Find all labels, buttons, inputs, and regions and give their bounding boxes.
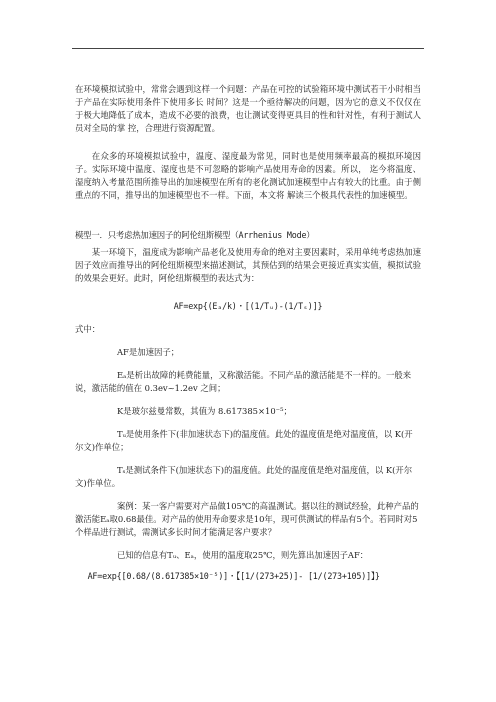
- definition-ts: Tₛ是测试条件下(加速状态下)的温度值。此处的温度值是绝对温度值，以 K(开尔文)作单位。: [75, 465, 413, 488]
- definition-ea: Eₐ是析出故障的耗费能量，又称激活能。不同产品的激活能是不一样的。一般来说，激活能的值在 0.3ev~1.2ev 之间；: [75, 370, 412, 393]
- intro-paragraph-1: 在环境模拟试验中，常常会遇到这样一个问题：产品在可控的试验箱环境中测试若干小时相当于产品在实际使用条件下使用多长 时间？这是一个亟待解决的问题，因为它的意义不仅仅在于极大地降低了成本，造成不必要的浪费，也让测试变得更具目的性和针对性，有利于测试人员对全局的掌 控，合理进行资源配置。: [75, 84, 421, 133]
- definition-tu: Tᵤ是使用条件下(非加速状态下)的温度值。此处的温度值是绝对温度值，以 K(开尔文)作单位；: [75, 429, 413, 452]
- af-calculation-formula: AF=exp{[0.68/(8.617385×10⁻⁵)]・【[1/(273+25)]- [1/(273+105)]】}: [87, 571, 380, 581]
- document-body: [75, 83, 421, 583]
- model-intro-paragraph: 某一环境下，温度成为影响产品老化及使用寿命的绝对主要因素时，采用单纯考虑热加速因子效应而推导出的阿伦纽斯模型来描述测试，其预估到的结果会更接近真实实值，模拟试验的效果会更好。此时，阿伦纽斯模型的表达式为：: [75, 247, 421, 283]
- definition-k: K是玻尔兹曼常数，其值为 8.617385×10⁻⁵；: [117, 406, 292, 416]
- intro-paragraph-2: 在众多的环境模拟试验中，温度、湿度最为常见，同时也是使用频率最高的模拟环境因子。实际环境中温度、湿度也是不可忽略的影响产品使用寿命的因素。所以， 迄今将温度、湿度纳入考量范围所推导出的加速模型在所有的老化测试加速模型中占有较大的比重。由于侧重点的不同，推导出的加速模型也不一样。下面，本文将 解读三个极具代表性的加速模型。: [75, 151, 421, 200]
- arrhenius-formula: AF=exp{(Eₐ/k)・[(1/Tᵤ)-(1/Tₛ)]}: [173, 301, 323, 311]
- header-rule: [72, 48, 424, 49]
- definition-af: AF是加速因子；: [117, 347, 180, 357]
- section-heading: 模型一．只考虑热加速因子的阿伦纽斯模型（Arrhenius Mode）: [75, 230, 315, 240]
- known-info-line: 已知的信息有Tᵤ、Eₐ，使用的温度取25℃，则先算出加速因子AF：: [117, 550, 369, 560]
- case-paragraph: 案例：某一客户需要对产品做105℃的高温测试。据以往的测试经验，此种产品的激活能Eₐ取0.68最佳。对产品的使用寿命要求是10年，现可供测试的样品有5个。若同时对5个样品进行测试，需测试多长时间才能满足客户要求？: [75, 501, 419, 537]
- where-label: 式中：: [75, 324, 101, 334]
